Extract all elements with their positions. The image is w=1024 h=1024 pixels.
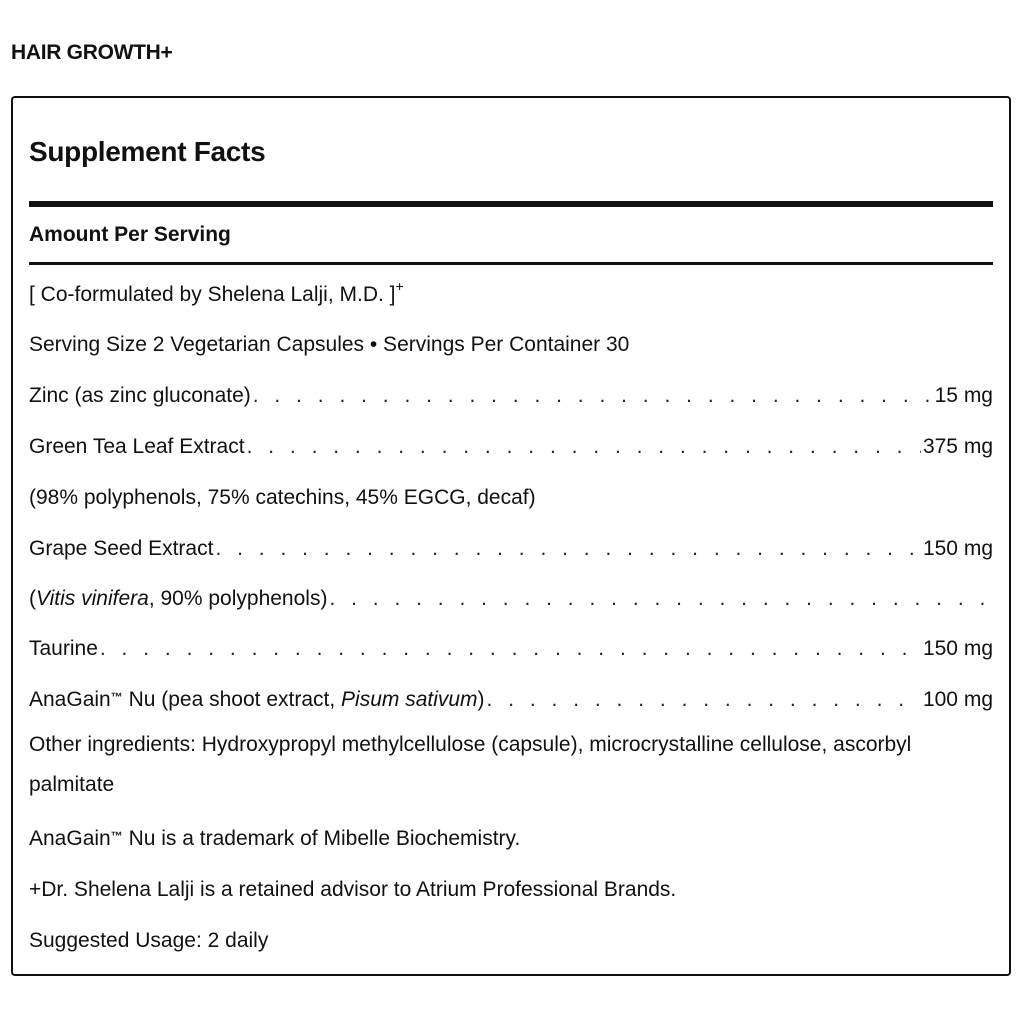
grape-seed-note-text: (Vitis vinifera, 90% polyphenols) xyxy=(29,587,328,610)
ingredient-amount: 150 mg xyxy=(922,637,993,660)
suggested-usage: Suggested Usage: 2 daily xyxy=(29,929,269,952)
brand-name: AnaGain xyxy=(29,688,111,711)
ingredient-amount: 375 mg xyxy=(922,435,993,458)
dot-leader xyxy=(215,536,921,562)
ingredient-amount: 150 mg xyxy=(922,537,993,560)
coformulated-mark: + xyxy=(395,278,404,294)
dot-leader xyxy=(329,586,991,612)
dot-leader xyxy=(487,687,921,713)
ingredient-amount: 100 mg xyxy=(922,688,993,711)
product-title: HAIR GROWTH+ xyxy=(11,41,173,64)
ingredient-name: Grape Seed Extract xyxy=(29,537,214,560)
dot-leader xyxy=(247,434,921,460)
trademark-note xyxy=(29,826,993,852)
green-tea-note: (98% polyphenols, 75% catechins, 45% EGCG, decaf) xyxy=(29,486,536,509)
ingredient-row-taurine xyxy=(29,636,993,662)
ingredient-name: Green Tea Leaf Extract xyxy=(29,435,245,458)
supplement-facts-panel xyxy=(11,96,1011,976)
other-ingredients: Other ingredients: Hydroxypropyl methylcellulose (capsule), microcrystalline cellulose, ascorbyl palmitate xyxy=(29,733,912,796)
closing-paren: ) xyxy=(477,688,485,711)
latin-name: Pisum sativum xyxy=(341,688,478,711)
ingredient-row-anagain xyxy=(29,687,993,713)
grape-seed-note-rest: , 90% polyphenols) xyxy=(148,587,328,610)
dot-leader xyxy=(253,383,933,409)
thin-divider xyxy=(29,262,993,265)
trademark-note-text: Nu is a trademark of Mibelle Biochemistry. xyxy=(122,827,521,850)
serving-info: Serving Size 2 Vegetarian Capsules • Servings Per Container 30 xyxy=(29,333,630,356)
dot-leader xyxy=(100,636,921,662)
ingredient-row-green-tea xyxy=(29,434,993,460)
advisor-note: +Dr. Shelena Lalji is a retained advisor to Atrium Professional Brands. xyxy=(29,878,677,901)
thick-divider xyxy=(29,201,993,207)
trademark-symbol: ™ xyxy=(110,690,123,704)
latin-name: Vitis vinifera xyxy=(36,587,149,610)
brand-name: AnaGain xyxy=(29,827,111,850)
ingredient-row-zinc xyxy=(29,383,993,409)
ingredient-name: Zinc (as zinc gluconate) xyxy=(29,384,251,407)
ingredient-name xyxy=(29,687,485,713)
ingredient-name: Taurine xyxy=(29,637,98,660)
ingredient-description: Nu (pea shoot extract, xyxy=(122,688,342,711)
grape-seed-note xyxy=(29,586,993,612)
ingredient-row-grape-seed xyxy=(29,536,993,562)
trademark-symbol: ™ xyxy=(110,829,123,843)
coformulated-line xyxy=(29,278,993,308)
supplement-facts-heading: Supplement Facts xyxy=(29,136,266,167)
amount-per-serving-label: Amount Per Serving xyxy=(29,223,231,246)
coformulated-text: [ Co-formulated by Shelena Lalji, M.D. ] xyxy=(29,283,396,306)
ingredient-amount: 15 mg xyxy=(934,384,993,407)
